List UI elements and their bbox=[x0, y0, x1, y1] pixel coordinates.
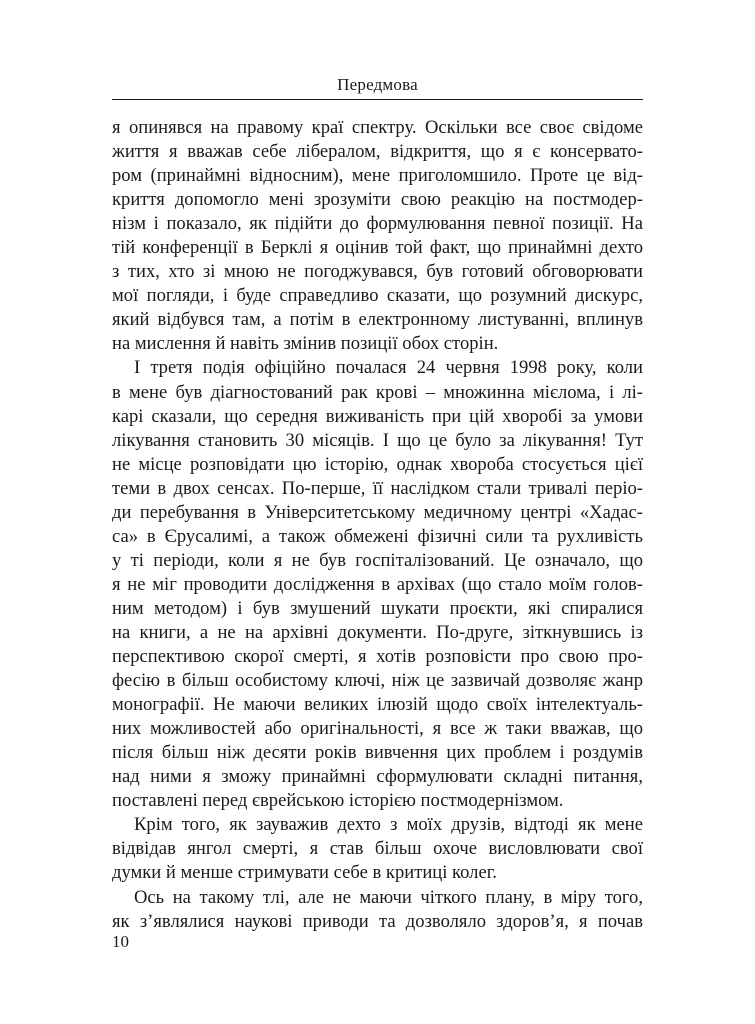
text-line: теми в двох сенсах. По-перше, її наслідком стали тривалі періо- bbox=[112, 477, 643, 499]
text-line: нізм і показало, як підійти до формулювання певної позиції. На bbox=[112, 213, 643, 235]
header-rule bbox=[112, 99, 643, 100]
text-line: на книги, а не на архівні документи. По-друге, зіткнувшись із bbox=[112, 621, 643, 643]
text-line: криття допомогло мені зрозуміти свою реакцію на постмодер- bbox=[112, 189, 643, 211]
text-line: я не міг проводити дослідження в архівах (що стало моїм голов- bbox=[112, 573, 643, 595]
text-line: як з’являлися наукові приводи та дозволяло здоров’я, я почав bbox=[112, 910, 643, 932]
text-line: відвідав янгол смерті, я став більш охоче висловлювати свої bbox=[112, 838, 643, 860]
text-line: фесію в більш особистому ключі, ніж це зазвичай дозволяє жанр bbox=[112, 670, 643, 692]
text-line: карі сказали, що середня виживаність при цій хворобі за умови bbox=[112, 405, 643, 427]
text-line: на мислення й навіть змінив позиції обох сторін. bbox=[112, 333, 499, 355]
text-line: життя я вважав себе лібералом, відкриття, що я є консервато- bbox=[112, 141, 643, 163]
text-line: них можливостей або оригінальності, я все ж таки вважав, що bbox=[112, 718, 643, 740]
text-line: з тих, хто зі мною не погоджувався, був готовий обговорювати bbox=[112, 261, 643, 283]
text-line: після більш ніж десяти років вивчення цих проблем і роздумів bbox=[112, 742, 643, 764]
text-line: в мене був діагностований рак крові – множинна мієлома, і лі- bbox=[112, 381, 643, 403]
text-line: який відбувся там, а потім в електронному листуванні, вплинув bbox=[112, 309, 643, 331]
text-line: ром (принаймні відносним), мене приголомшило. Проте це від- bbox=[112, 165, 643, 187]
text-line: не місце розповідати цю історію, однак хвороба стосується цієї bbox=[112, 453, 643, 475]
text-line: ним методом) і був змушений шукати проєкти, які спиралися bbox=[112, 597, 643, 619]
text-line: мої погляди, і буде справедливо сказати, що розумний дискурс, bbox=[112, 285, 643, 307]
body-text bbox=[112, 116, 643, 934]
text-line: над ними я зможу принаймні сформулювати складні питання, bbox=[112, 766, 643, 788]
text-line: тій конференції в Берклі я оцінив той факт, що принаймні дехто bbox=[112, 237, 643, 259]
text-line: думки й менше стримувати себе в критиці колег. bbox=[112, 862, 497, 884]
page-number: 10 bbox=[112, 932, 129, 951]
text-line: ди перебування в Університетському медичному центрі «Хадас- bbox=[112, 501, 643, 523]
text-line: я опинявся на правому краї спектру. Оскільки все своє свідоме bbox=[112, 117, 643, 138]
text-line: перспективою скорої смерті, я хотів розповісти про свою про- bbox=[112, 646, 643, 668]
text-line: монографії. Не маючи великих ілюзій щодо своїх інтелектуаль- bbox=[112, 694, 643, 716]
text-line: лікування становить 30 місяців. І що це було за лікування! Тут bbox=[112, 429, 643, 451]
text-line: са» в Єрусалимі, а також обмежені фізичні сили та рухливість bbox=[112, 525, 643, 547]
text-line: І третя подія офіційно почалася 24 червня 1998 року, коли bbox=[134, 357, 643, 379]
text-line: Крім того, як зауважив дехто з моїх друзів, відтоді як мене bbox=[134, 814, 643, 836]
text-line: Ось на такому тлі, але не маючи чіткого плану, в міру того, bbox=[134, 886, 643, 908]
text-line: у ті періоди, коли я не був госпіталізований. Це означало, що bbox=[112, 549, 643, 571]
running-head-title: Передмова bbox=[337, 75, 418, 94]
text-line: поставлені перед єврейською історією постмодернізмом. bbox=[112, 790, 564, 812]
